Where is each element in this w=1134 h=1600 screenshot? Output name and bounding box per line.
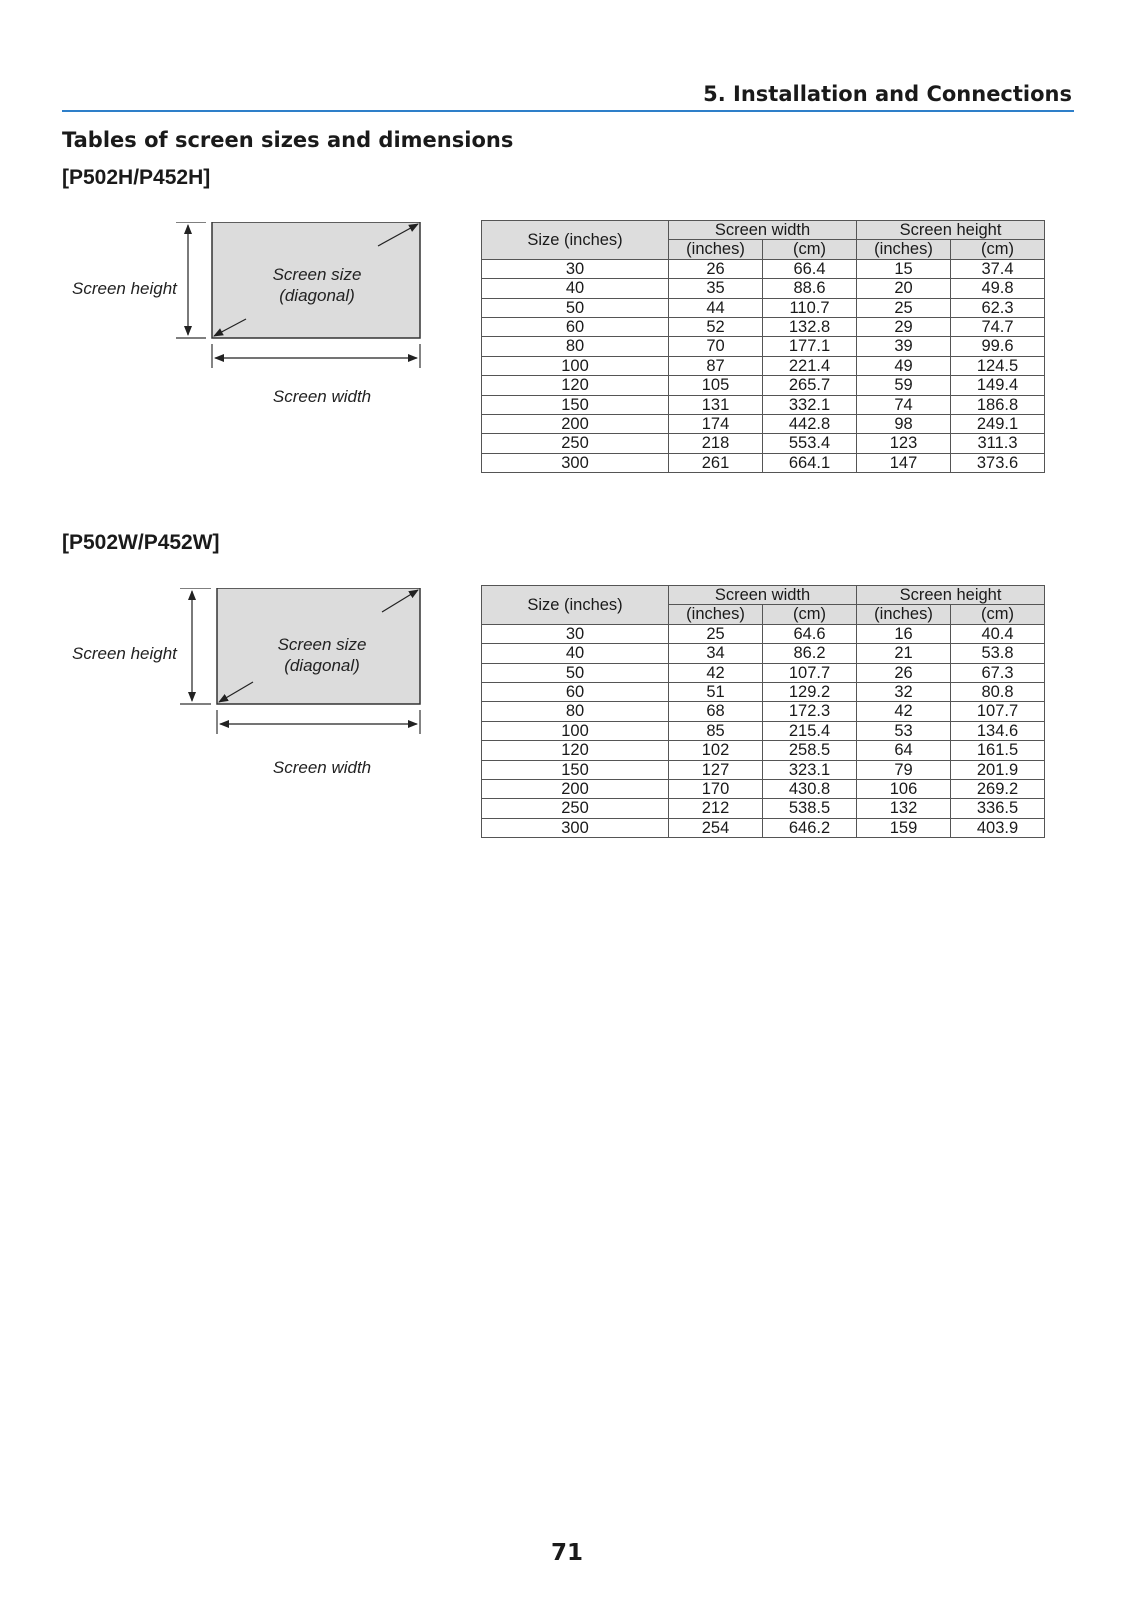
cell-height-cm: 373.6 — [951, 453, 1045, 472]
screen-size-table-1 — [481, 220, 1045, 473]
cell-width-inches: 174 — [669, 415, 763, 434]
cell-width-inches: 25 — [669, 624, 763, 643]
cell-size: 50 — [482, 298, 669, 317]
cell-width-cm: 64.6 — [763, 624, 857, 643]
cell-height-inches: 147 — [857, 453, 951, 472]
cell-height-inches: 29 — [857, 318, 951, 337]
cell-width-cm: 132.8 — [763, 318, 857, 337]
cell-height-cm: 201.9 — [951, 760, 1045, 779]
cell-width-cm: 646.2 — [763, 818, 857, 837]
cell-width-cm: 66.4 — [763, 259, 857, 278]
cell-width-inches: 35 — [669, 279, 763, 298]
cell-width-cm: 332.1 — [763, 395, 857, 414]
cell-width-cm: 430.8 — [763, 780, 857, 799]
cell-width-inches: 42 — [669, 663, 763, 682]
table-row — [482, 683, 1045, 702]
cell-width-cm: 265.7 — [763, 376, 857, 395]
table-row — [482, 721, 1045, 740]
cell-width-cm: 258.5 — [763, 741, 857, 760]
cell-height-inches: 98 — [857, 415, 951, 434]
table-row — [482, 644, 1045, 663]
cell-size: 200 — [482, 780, 669, 799]
cell-size: 30 — [482, 259, 669, 278]
table-row — [482, 741, 1045, 760]
cell-width-cm: 553.4 — [763, 434, 857, 453]
header-width: Screen width — [669, 586, 857, 605]
screen-height-label: Screen height — [72, 279, 177, 298]
table-row — [482, 663, 1045, 682]
table-row — [482, 702, 1045, 721]
cell-width-cm: 664.1 — [763, 453, 857, 472]
cell-width-cm: 86.2 — [763, 644, 857, 663]
cell-height-cm: 107.7 — [951, 702, 1045, 721]
table-row — [482, 453, 1045, 472]
cell-width-inches: 170 — [669, 780, 763, 799]
cell-height-cm: 336.5 — [951, 799, 1045, 818]
cell-width-cm: 107.7 — [763, 663, 857, 682]
cell-height-inches: 123 — [857, 434, 951, 453]
cell-height-cm: 134.6 — [951, 721, 1045, 740]
cell-width-cm: 88.6 — [763, 279, 857, 298]
cell-width-inches: 51 — [669, 683, 763, 702]
table-row — [482, 818, 1045, 837]
header-rule — [62, 110, 1074, 112]
cell-size: 80 — [482, 337, 669, 356]
cell-height-inches: 49 — [857, 356, 951, 375]
screen-width-label: Screen width — [272, 387, 372, 406]
cell-height-cm: 74.7 — [951, 318, 1045, 337]
cell-width-inches: 52 — [669, 318, 763, 337]
cell-size: 300 — [482, 453, 669, 472]
cell-height-cm: 124.5 — [951, 356, 1045, 375]
cell-size: 50 — [482, 663, 669, 682]
table-row — [482, 760, 1045, 779]
header-height-inches: (inches) — [857, 240, 951, 259]
model-heading-1: [P502H/P452H] — [62, 166, 211, 189]
model-heading-2: [P502W/P452W] — [62, 531, 220, 554]
cell-height-cm: 53.8 — [951, 644, 1045, 663]
cell-height-cm: 49.8 — [951, 279, 1045, 298]
header-height: Screen height — [857, 586, 1045, 605]
header-size: Size (inches) — [482, 586, 669, 625]
cell-height-inches: 20 — [857, 279, 951, 298]
cell-height-cm: 161.5 — [951, 741, 1045, 760]
cell-width-inches: 105 — [669, 376, 763, 395]
screen-diagram-graphic — [62, 222, 442, 442]
header-height-inches: (inches) — [857, 605, 951, 624]
cell-size: 300 — [482, 818, 669, 837]
table-row — [482, 356, 1045, 375]
cell-width-inches: 212 — [669, 799, 763, 818]
cell-size: 200 — [482, 415, 669, 434]
table-row — [482, 780, 1045, 799]
cell-height-inches: 15 — [857, 259, 951, 278]
cell-height-inches: 159 — [857, 818, 951, 837]
table-row — [482, 259, 1045, 278]
screen-size-table-2 — [481, 585, 1045, 838]
cell-width-cm: 129.2 — [763, 683, 857, 702]
cell-width-cm: 323.1 — [763, 760, 857, 779]
table-row — [482, 434, 1045, 453]
header-width-cm: (cm) — [763, 240, 857, 259]
cell-height-cm: 37.4 — [951, 259, 1045, 278]
cell-size: 120 — [482, 376, 669, 395]
header-height-cm: (cm) — [951, 240, 1045, 259]
cell-width-inches: 218 — [669, 434, 763, 453]
cell-width-cm: 177.1 — [763, 337, 857, 356]
cell-height-cm: 186.8 — [951, 395, 1045, 414]
cell-width-cm: 172.3 — [763, 702, 857, 721]
cell-width-inches: 102 — [669, 741, 763, 760]
header-width-inches: (inches) — [669, 605, 763, 624]
cell-height-cm: 62.3 — [951, 298, 1045, 317]
cell-height-cm: 269.2 — [951, 780, 1045, 799]
page-number: 71 — [550, 1540, 583, 1566]
cell-size: 150 — [482, 395, 669, 414]
cell-size: 120 — [482, 741, 669, 760]
cell-height-inches: 59 — [857, 376, 951, 395]
section-header: 5. Installation and Connections — [703, 82, 1072, 106]
header-width-cm: (cm) — [763, 605, 857, 624]
cell-height-cm: 149.4 — [951, 376, 1045, 395]
cell-size: 250 — [482, 799, 669, 818]
table-row — [482, 415, 1045, 434]
table-row — [482, 376, 1045, 395]
screen-width-label: Screen width — [272, 758, 372, 777]
table-row — [482, 799, 1045, 818]
cell-width-cm: 442.8 — [763, 415, 857, 434]
table-row — [482, 395, 1045, 414]
cell-width-cm: 110.7 — [763, 298, 857, 317]
cell-height-cm: 99.6 — [951, 337, 1045, 356]
cell-width-inches: 34 — [669, 644, 763, 663]
header-width: Screen width — [669, 221, 857, 240]
cell-height-inches: 32 — [857, 683, 951, 702]
cell-size: 40 — [482, 644, 669, 663]
screen-size-line1: Screen size — [272, 265, 362, 284]
screen-height-label: Screen height — [72, 644, 177, 663]
cell-size: 100 — [482, 356, 669, 375]
cell-height-inches: 16 — [857, 624, 951, 643]
cell-width-inches: 44 — [669, 298, 763, 317]
table-row — [482, 298, 1045, 317]
screen-diagram-graphic — [62, 588, 442, 808]
cell-height-inches: 106 — [857, 780, 951, 799]
cell-size: 150 — [482, 760, 669, 779]
cell-height-cm: 249.1 — [951, 415, 1045, 434]
cell-height-cm: 311.3 — [951, 434, 1045, 453]
cell-width-inches: 127 — [669, 760, 763, 779]
cell-height-inches: 42 — [857, 702, 951, 721]
header-height-cm: (cm) — [951, 605, 1045, 624]
cell-size: 40 — [482, 279, 669, 298]
cell-size: 250 — [482, 434, 669, 453]
screen-size-label — [242, 264, 392, 306]
cell-size: 60 — [482, 683, 669, 702]
cell-height-cm: 67.3 — [951, 663, 1045, 682]
screen-size-line1: Screen size — [277, 635, 367, 654]
screen-diagram-2 — [62, 588, 442, 808]
cell-width-inches: 68 — [669, 702, 763, 721]
screen-size-line2: (diagonal) — [279, 286, 355, 305]
cell-height-inches: 26 — [857, 663, 951, 682]
cell-width-inches: 85 — [669, 721, 763, 740]
cell-height-inches: 21 — [857, 644, 951, 663]
cell-height-cm: 40.4 — [951, 624, 1045, 643]
cell-height-inches: 79 — [857, 760, 951, 779]
cell-width-cm: 221.4 — [763, 356, 857, 375]
screen-diagram-1 — [62, 222, 442, 442]
cell-height-inches: 132 — [857, 799, 951, 818]
cell-height-inches: 53 — [857, 721, 951, 740]
cell-height-inches: 39 — [857, 337, 951, 356]
table-row — [482, 279, 1045, 298]
cell-width-inches: 261 — [669, 453, 763, 472]
screen-size-label — [247, 634, 397, 676]
cell-height-cm: 403.9 — [951, 818, 1045, 837]
cell-height-inches: 64 — [857, 741, 951, 760]
cell-width-inches: 254 — [669, 818, 763, 837]
cell-width-cm: 215.4 — [763, 721, 857, 740]
cell-size: 60 — [482, 318, 669, 337]
cell-size: 100 — [482, 721, 669, 740]
cell-size: 30 — [482, 624, 669, 643]
cell-height-cm: 80.8 — [951, 683, 1045, 702]
table-row — [482, 318, 1045, 337]
cell-width-inches: 131 — [669, 395, 763, 414]
page-title: Tables of screen sizes and dimensions — [62, 128, 514, 152]
screen-size-line2: (diagonal) — [284, 656, 360, 675]
cell-size: 80 — [482, 702, 669, 721]
table-row — [482, 337, 1045, 356]
cell-height-inches: 74 — [857, 395, 951, 414]
cell-width-inches: 26 — [669, 259, 763, 278]
table-row — [482, 624, 1045, 643]
cell-height-inches: 25 — [857, 298, 951, 317]
cell-width-cm: 538.5 — [763, 799, 857, 818]
header-width-inches: (inches) — [669, 240, 763, 259]
header-height: Screen height — [857, 221, 1045, 240]
cell-width-inches: 87 — [669, 356, 763, 375]
cell-width-inches: 70 — [669, 337, 763, 356]
header-size: Size (inches) — [482, 221, 669, 260]
